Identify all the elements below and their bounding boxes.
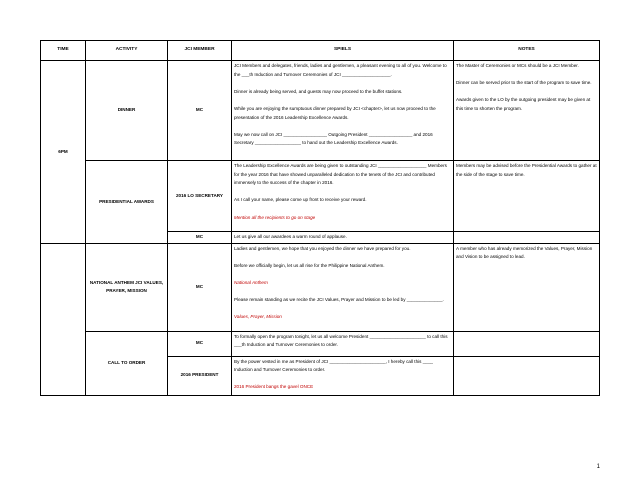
row-order-mc: [41, 331, 600, 356]
spiel-awards-1: The Leadership Excellence Awards are being given to outstanding JCI ___________________ Members for the year 2016 that have showed unparalleled dedication to the tenets of the JCI and contributed immensely to the success of the chapter in 2016.: [234, 163, 447, 186]
notes-awards: Members may be advised before the Presidential Awards to gather at the side of the stage to save time.: [454, 161, 600, 232]
member-applause: MC: [168, 232, 232, 244]
activity-awards: PRESIDENTIAL AWARDS: [86, 161, 168, 244]
spiel-awards: [232, 161, 454, 232]
spiel-awards-instruction: Mention all the recipients to go on stage: [234, 214, 316, 220]
time-cell: 6PM: [41, 61, 86, 244]
notes-dinner: [454, 61, 600, 161]
notes-order-mc: [454, 331, 600, 356]
notes-dinner-2: Dinner can be served prior to the start of the program to save time.: [456, 80, 592, 86]
page-number: 1: [596, 464, 600, 470]
spiel-anthem: [232, 243, 454, 331]
spiel-anthem-1: Ladies and gentlemen, we hope that you enjoyed the dinner we have prepared for you.: [234, 245, 411, 251]
header-time: TIME: [41, 41, 86, 61]
member-awards: 2016 LO SECRETARY: [168, 161, 232, 232]
activity-anthem: NATIONAL ANTHEM JCI VALUES, PRAYER, MISSION: [86, 243, 168, 331]
activity-order: CALL TO ORDER: [86, 331, 168, 395]
notes-applause: [454, 232, 600, 244]
notes-anthem: A member who has already memorized the Values, Prayer, Mission and Vision to be assigned to lead.: [454, 243, 600, 331]
spiel-order-mc: To formally open the program tonight, let us all welcome President ______________________ to call this ___th Induction and Turnover Ceremonies to order.: [232, 331, 454, 356]
header-notes: NOTES: [454, 41, 600, 61]
row-anthem: [41, 243, 600, 331]
spiel-order-president-1: By the power vested in me as President of JCI ______________________, I hereby call this ____ Induction and Turnover Ceremonies to order.: [234, 358, 433, 373]
row-awards: [41, 161, 600, 232]
member-order-mc: MC: [168, 331, 232, 356]
spiel-anthem-instruction-2: Values, Prayer, Mission: [234, 314, 282, 320]
spiel-anthem-2: Before we officially begin, let us all rise for the Philippine National Anthem.: [234, 262, 385, 268]
spiel-dinner-1: JCI Members and delegates, friends, ladies and gentlemen, a pleasant evening to all of you. Welcome to the ___th Induction and Turnover Ceremonies of JCI ___________________.: [234, 63, 447, 77]
spiel-dinner-2: Dinner is already being served, and guests may now proceed to the buffet stations.: [234, 88, 403, 94]
row-dinner: [41, 61, 600, 161]
member-order-president: 2016 PRESIDENT: [168, 356, 232, 395]
spiel-anthem-3: Please remain standing as we recite the JCI Values, Prayer and Mission to be led by ______________.: [234, 297, 444, 303]
member-anthem: MC: [168, 243, 232, 331]
activity-dinner: DINNER: [86, 61, 168, 161]
header-spiels: SPIELS: [232, 41, 454, 61]
spiel-order-president-instruction: 2016 President bangs the gavel ONCE: [234, 384, 314, 390]
spiel-awards-2: As I call your name, please come up front to receive your reward.: [234, 197, 367, 203]
spiel-dinner-4: May we now call on JCI _________________ Outgoing President _________________ and 2016 Secretary __________________ to hand out the Leadership Excellence Awards.: [234, 131, 433, 146]
notes-dinner-3: Awards given to the LO by the outgoing president may be given at this time to shorten the program.: [456, 97, 591, 111]
program-table: [40, 40, 600, 396]
spiel-anthem-instruction-1: National Anthem: [234, 279, 268, 285]
spiel-dinner-3: While you are enjoying the sumptuous dinner prepared by JCI <chapter>, let us now proceed to the presentation of the 2016 Leadership Excellence Awards.: [234, 105, 436, 120]
header-member: JCI MEMBER: [168, 41, 232, 61]
header-activity: ACTIVITY: [86, 41, 168, 61]
notes-order-president: [454, 356, 600, 395]
time-cell-empty: [41, 243, 86, 395]
notes-dinner-1: The Master of Ceremonies or MCs should be a JCI Member.: [456, 63, 579, 68]
spiel-dinner: [232, 61, 454, 161]
spiel-applause: Let us give all our awardees a warm round of applause.: [232, 232, 454, 244]
spiel-order-president: [232, 356, 454, 395]
member-dinner: MC: [168, 61, 232, 161]
header-row: [41, 41, 600, 61]
